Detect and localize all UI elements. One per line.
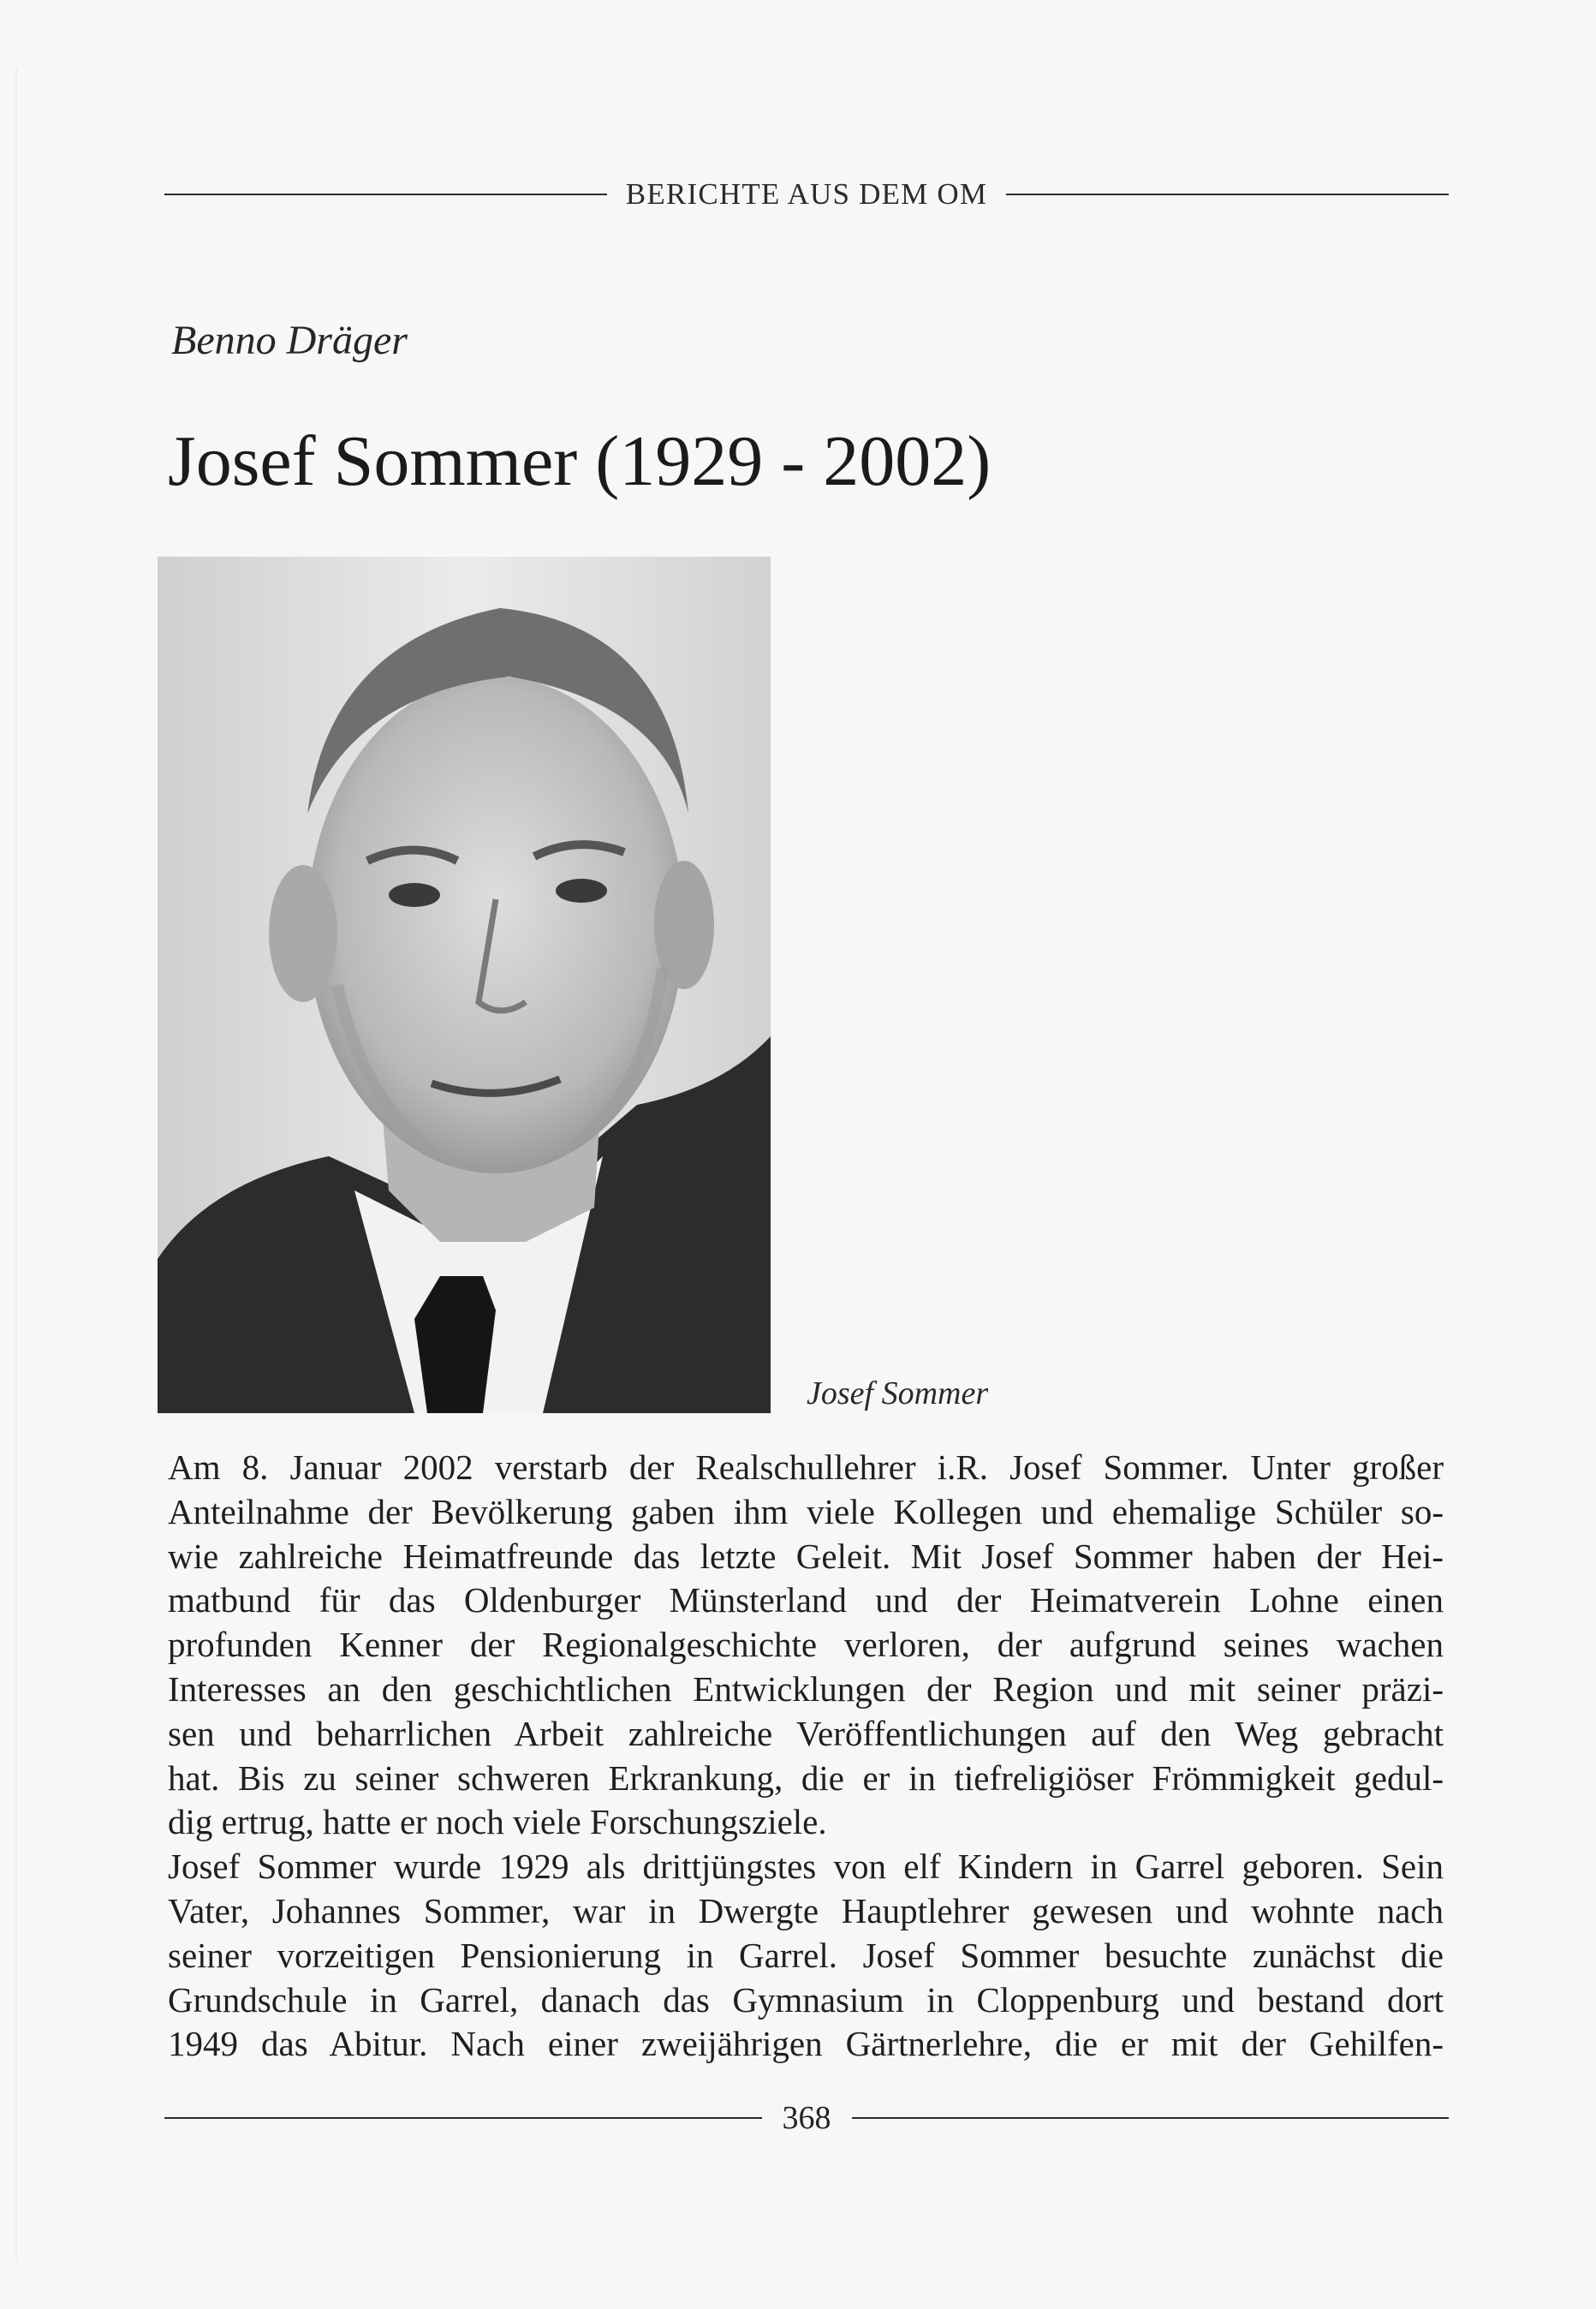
body-line: matbund für das Oldenburger Münsterland und der Heimatverein Lohne einen — [168, 1580, 1444, 1620]
page-footer — [164, 2097, 1449, 2139]
body-line: seiner vorzeitigen Pensionierung in Garrel. Josef Sommer besuchte zunächst die — [168, 1935, 1444, 1975]
body-line: Vater, Johannes Sommer, war in Dwergte Hauptlehrer gewesen und wohnte nach — [168, 1890, 1444, 1930]
author-name: Benno Dräger — [171, 318, 408, 363]
body-line: Interesses an den geschichtlichen Entwicklungen der Region und mit seiner präzi- — [168, 1668, 1444, 1709]
body-line: Anteilnahme der Bevölkerung gaben ihm viele Kollegen und ehemalige Schüler so- — [168, 1491, 1444, 1531]
body-line: dig ertrug, hatte er noch viele Forschungsziele. — [168, 1802, 827, 1842]
running-head-text: BERICHTE AUS DEM OM — [625, 177, 988, 211]
body-line: wie zahlreiche Heimatfreunde das letzte Geleit. Mit Josef Sommer haben der Hei- — [168, 1536, 1444, 1576]
portrait-illustration — [158, 557, 771, 1413]
running-head-rule-right — [1006, 194, 1449, 195]
body-line: 1949 das Abitur. Nach einer zweijährigen Gärtnerlehre, die er mit der Gehilfen- — [168, 2024, 1444, 2064]
body-line: Grundschule in Garrel, danach das Gymnasium in Cloppenburg und bestand dort — [168, 1979, 1444, 2020]
running-head-rule-left — [164, 194, 607, 195]
page-number: 368 — [782, 2100, 831, 2136]
article-body — [168, 1446, 1444, 2067]
body-line: Josef Sommer wurde 1929 als drittjüngstes von elf Kindern in Garrel geboren. Sein — [168, 1847, 1444, 1887]
photo-caption: Josef Sommer — [807, 1375, 989, 1411]
article-title: Josef Sommer (1929 - 2002) — [168, 421, 992, 501]
scan-edge-mark — [15, 69, 17, 2261]
body-line: Am 8. Januar 2002 verstarb der Realschullehrer i.R. Josef Sommer. Unter großer — [168, 1447, 1444, 1487]
running-head — [164, 174, 1449, 215]
footer-rule-right — [852, 2117, 1450, 2119]
portrait-photo — [158, 557, 771, 1413]
footer-rule-left — [164, 2117, 762, 2119]
body-line: profunden Kenner der Regionalgeschichte verloren, der aufgrund seines wachen — [168, 1625, 1444, 1665]
body-line: hat. Bis zu seiner schweren Erkrankung, die er in tiefreligiöser Frömmigkeit gedul- — [168, 1757, 1444, 1798]
body-line: sen und beharrlichen Arbeit zahlreiche Veröffentlichungen auf den Weg gebracht — [168, 1713, 1444, 1753]
